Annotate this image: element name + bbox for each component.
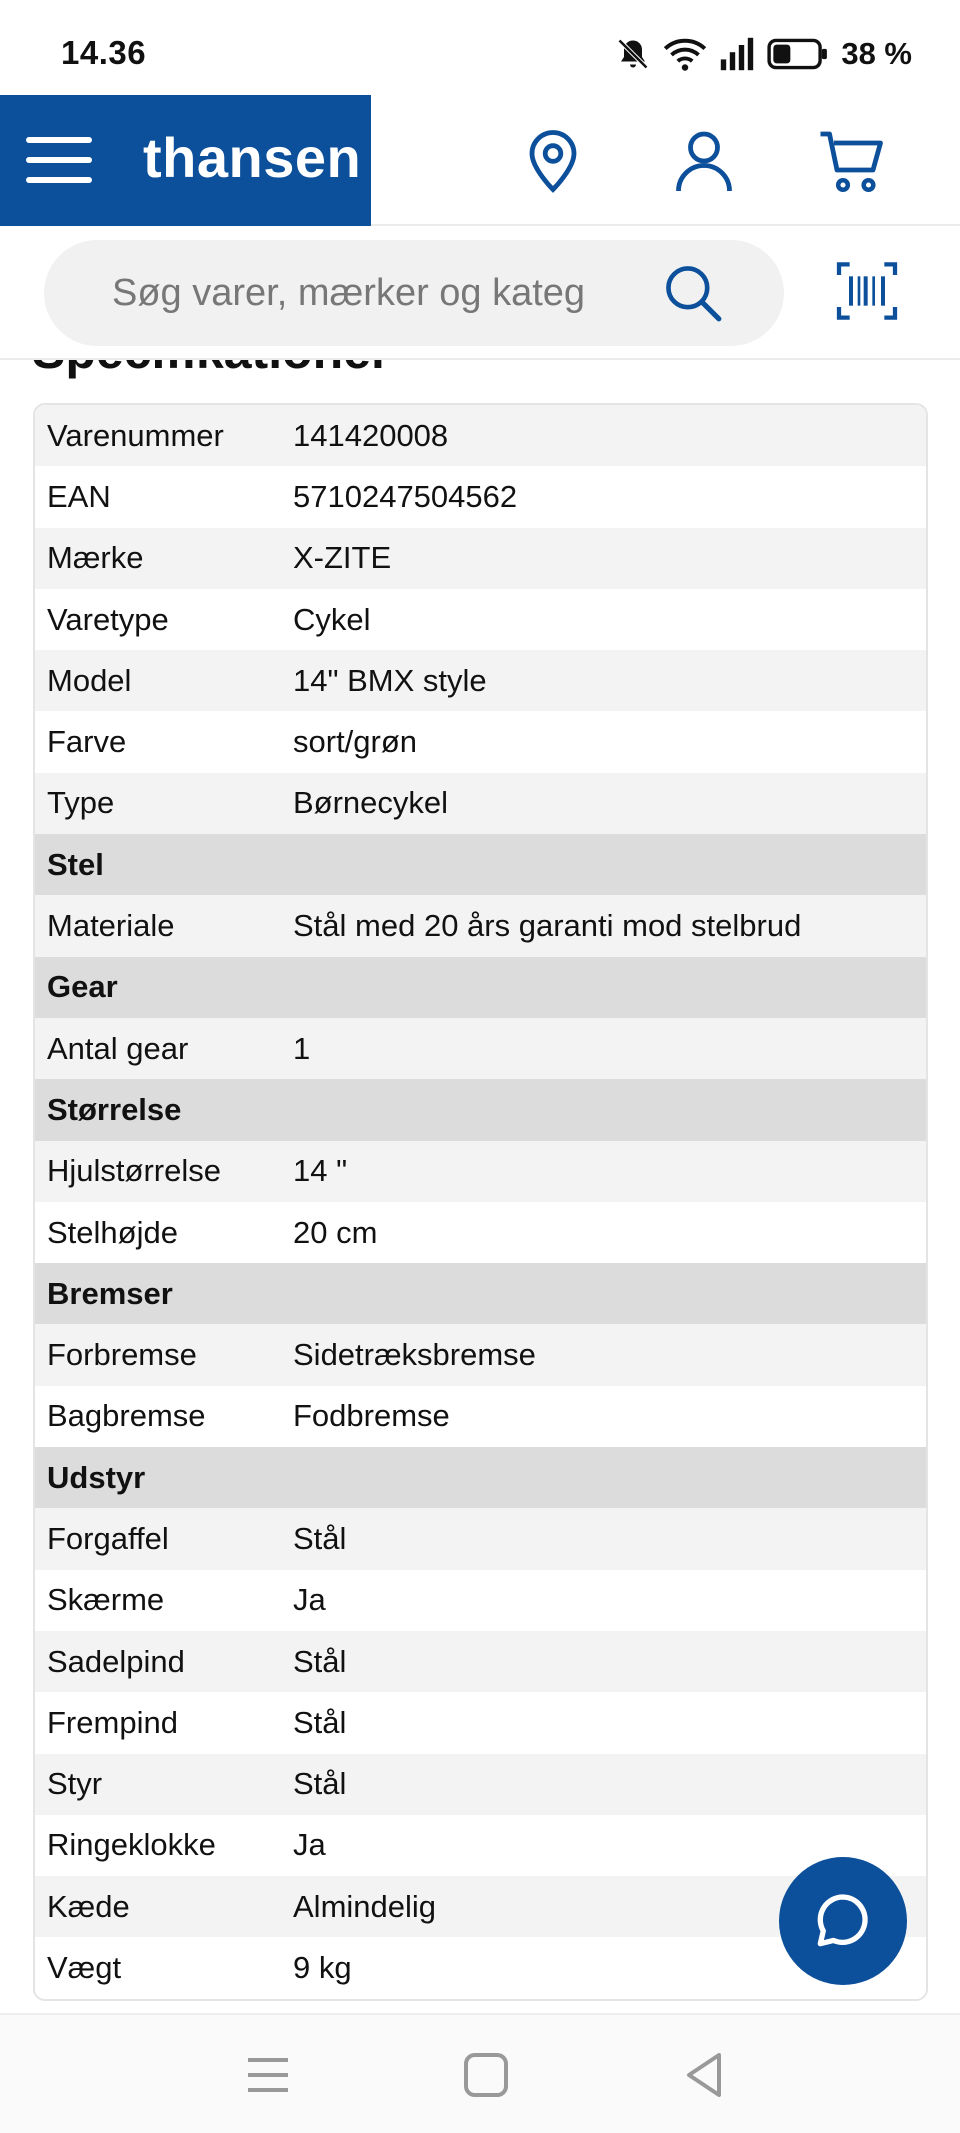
spec-group-header: [35, 1447, 926, 1508]
back-icon[interactable]: [674, 2045, 734, 2105]
bell-muted-icon: [615, 36, 651, 72]
spec-value: 14 ": [293, 1153, 348, 1189]
spec-value: 14" BMX style: [293, 662, 487, 698]
spec-key: Skærme: [47, 1582, 165, 1618]
spec-value: 9 kg: [293, 1950, 352, 1986]
spec-row: [35, 1692, 926, 1753]
spec-key: Forgaffel: [47, 1520, 169, 1556]
system-nav-bar: [0, 2013, 960, 2133]
spec-key: Forbremse: [47, 1337, 197, 1373]
spec-group-header: [35, 1263, 926, 1324]
spec-row: [35, 589, 926, 650]
status-icons: [615, 34, 912, 74]
spec-row: [35, 1018, 926, 1079]
spec-key: EAN: [47, 478, 111, 514]
spec-value: Stål: [293, 1766, 347, 1802]
cart-icon[interactable]: [816, 125, 888, 197]
spec-key: Hjulstørrelse: [47, 1153, 221, 1189]
spec-key: Antal gear: [47, 1030, 189, 1066]
spec-key: Frempind: [47, 1704, 178, 1740]
spec-row: [35, 711, 926, 772]
spec-group-label: Størrelse: [47, 1091, 182, 1127]
spec-row: [35, 1202, 926, 1263]
spec-key: Sadelpind: [47, 1643, 185, 1679]
spec-row: [35, 1386, 926, 1447]
spec-value: Stål: [293, 1704, 347, 1740]
spec-value: Almindelig: [293, 1888, 437, 1924]
spec-key: Farve: [47, 724, 127, 760]
spec-row: [35, 895, 926, 956]
site-header: [0, 95, 960, 226]
spec-key: Stelhøjde: [47, 1214, 178, 1250]
spec-value: Ja: [293, 1582, 326, 1618]
spec-value: Cykel: [293, 601, 371, 637]
spec-value: Sidetræksbremse: [293, 1337, 536, 1373]
spec-value: 20 cm: [293, 1214, 378, 1250]
spec-row: [35, 528, 926, 589]
search-icon[interactable]: [662, 262, 724, 324]
spec-key: Styr: [47, 1766, 103, 1802]
spec-group-label: Udstyr: [47, 1459, 146, 1495]
spec-value: X-ZITE: [293, 540, 392, 576]
spec-key: Varetype: [47, 601, 169, 637]
spec-group-header: [35, 957, 926, 1018]
spec-value: Fodbremse: [293, 1398, 450, 1434]
spec-key: Kæde: [47, 1888, 130, 1924]
spec-group-header: [35, 1079, 926, 1140]
spec-table: [33, 403, 928, 2001]
spec-row: [35, 773, 926, 834]
signal-icon: [719, 36, 755, 72]
spec-key: Materiale: [47, 908, 175, 944]
spec-row: [35, 1324, 926, 1385]
home-icon[interactable]: [456, 2045, 516, 2105]
spec-key: Varenummer: [47, 417, 224, 453]
spec-key: Vægt: [47, 1950, 122, 1986]
spec-value: Stål med 20 års garanti mod stelbrud: [293, 908, 802, 944]
spec-row: [35, 1570, 926, 1631]
menu-icon[interactable]: [26, 135, 92, 185]
brand-block: [0, 95, 371, 226]
spec-value: sort/grøn: [293, 724, 418, 760]
search-input[interactable]: [112, 262, 652, 324]
spec-value: 1: [293, 1030, 311, 1066]
logo[interactable]: thansen: [143, 126, 362, 189]
status-bar: [0, 0, 960, 95]
spec-value: 5710247504562: [293, 478, 518, 514]
spec-key: Bagbremse: [47, 1398, 206, 1434]
spec-value: Stål: [293, 1520, 347, 1556]
search-bar: [0, 226, 960, 360]
spec-group-label: Bremser: [47, 1275, 173, 1311]
spec-row: [35, 1754, 926, 1815]
spec-row: [35, 405, 926, 466]
spec-value: 141420008: [293, 417, 449, 453]
spec-group-label: Stel: [47, 846, 104, 882]
chat-bubble-icon: [811, 1889, 875, 1953]
spec-row: [35, 1631, 926, 1692]
spec-row: [35, 1141, 926, 1202]
barcode-scanner-icon[interactable]: [835, 259, 899, 323]
spec-key: Ringeklokke: [47, 1827, 216, 1863]
location-pin-icon[interactable]: [517, 125, 589, 197]
wifi-icon: [663, 36, 707, 72]
recent-apps-icon[interactable]: [238, 2045, 298, 2105]
spec-row: [35, 1815, 926, 1876]
spec-value: Børnecykel: [293, 785, 449, 821]
user-icon[interactable]: [668, 125, 740, 197]
battery-percent: 38 %: [841, 36, 912, 71]
chat-button[interactable]: [779, 1857, 907, 1985]
spec-key: Type: [47, 785, 115, 821]
battery-icon: [767, 37, 829, 71]
search-box: [44, 240, 784, 346]
spec-key: Model: [47, 662, 132, 698]
spec-row: [35, 466, 926, 527]
spec-value: Ja: [293, 1827, 326, 1863]
spec-group-header: [35, 834, 926, 895]
spec-row: [35, 650, 926, 711]
spec-row: [35, 1508, 926, 1569]
spec-value: Stål: [293, 1643, 347, 1679]
spec-key: Mærke: [47, 540, 144, 576]
status-time: 14.36: [61, 34, 147, 71]
spec-group-label: Gear: [47, 969, 118, 1005]
